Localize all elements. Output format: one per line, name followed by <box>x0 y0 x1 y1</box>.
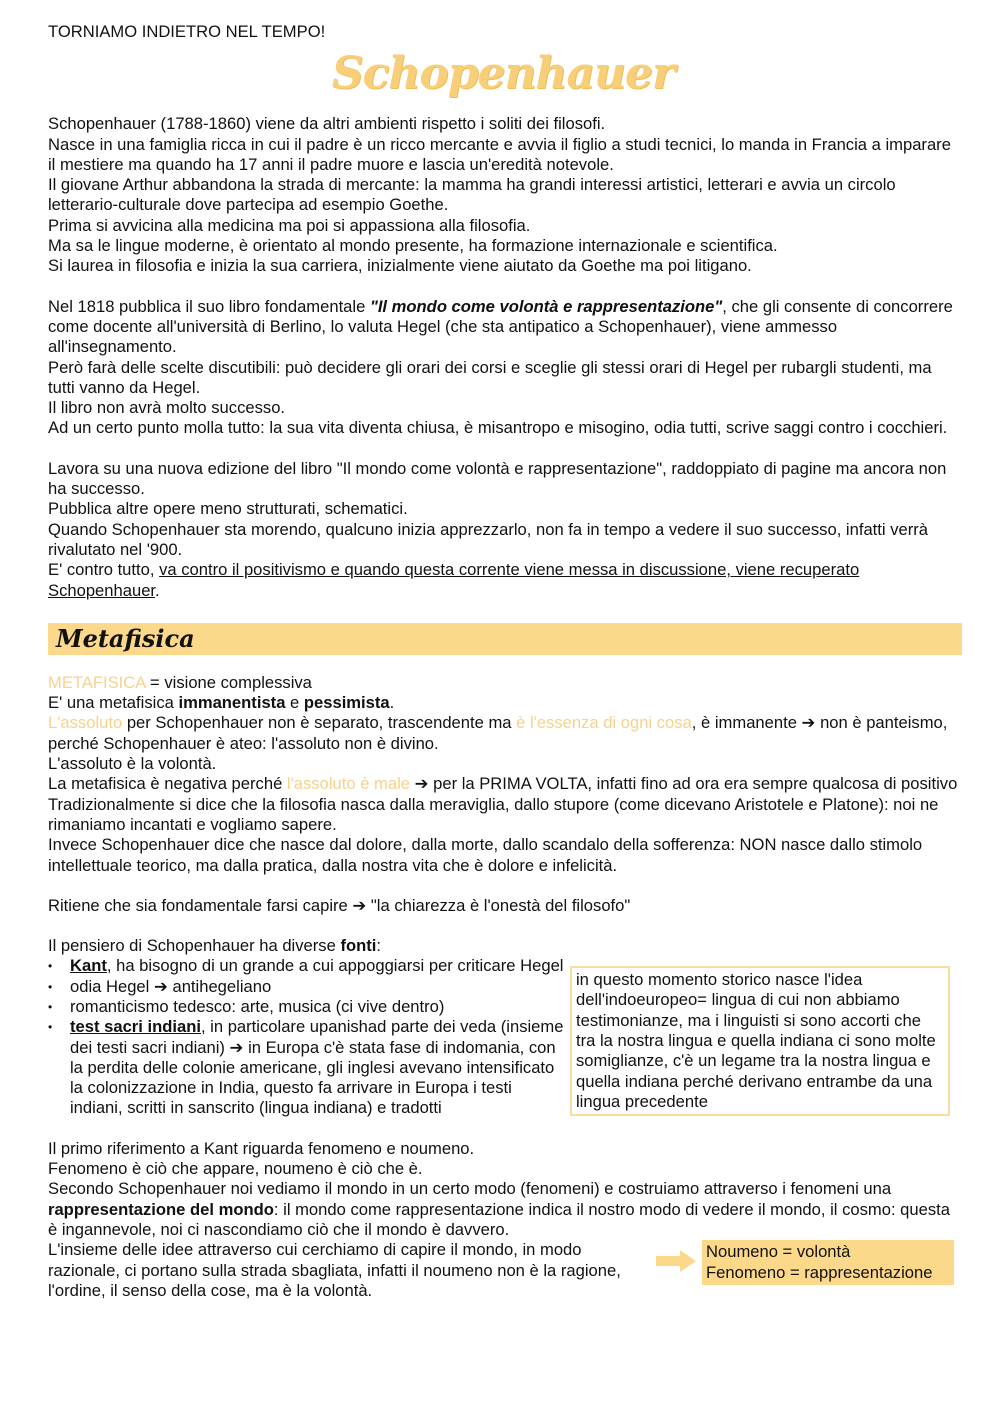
sources-text: : <box>376 936 381 956</box>
intro-line: Ma sa le lingue moderne, è orientato al mondo presente, ha formazione internazionale e scientifica. <box>48 236 778 256</box>
career-line: Ad un certo punto molla tutto: la sua vita diventa chiusa, è misantropo e misogino, odia tutti, scrive saggi contro i cocchieri. <box>48 418 948 438</box>
sources-intro <box>48 936 958 956</box>
source-key: Kant <box>70 956 107 976</box>
meta-line-2 <box>48 693 958 713</box>
meta-line-3 <box>48 713 958 754</box>
meta-text: per Schopenhauer non è separato, trascendente ma <box>122 713 517 733</box>
career-line: Però farà delle scelte discutibili: può decidere gli orari dei corsi e sceglie gli stessi orari di Hegel per rubargli studenti, ma tutti vanno da Hegel. <box>48 357 932 397</box>
title-wrap <box>48 48 958 110</box>
list-item: • odia Hegel ➔ antihegeliano <box>48 977 568 997</box>
kant-line-2: Fenomeno è ciò che appare, noumeno è ciò che è. <box>48 1159 423 1179</box>
later-line: Pubblica altre opere meno strutturati, schematici. <box>48 499 408 519</box>
page-title: Schopenhauer <box>331 48 675 100</box>
kant-section <box>48 1139 958 1301</box>
sources-text: Il pensiero di Schopenhauer ha diverse <box>48 936 341 956</box>
key-definition-box <box>702 1240 954 1285</box>
key-line-fenomeno: Fenomeno = rappresentazione <box>706 1262 933 1282</box>
clarity-line: Ritiene che sia fondamentale farsi capire ➔ "la chiarezza è l'onestà del filosofo" <box>48 895 631 915</box>
against-line <box>48 560 958 601</box>
paragraph-1818 <box>48 297 958 358</box>
kant-text: : il mondo come rappresentazione indica il nostro modo di vedere il mondo, il cosmo: questa è ingannevole, noi ci nascondiamo ciò che il mondo è davvero. <box>48 1199 950 1239</box>
meta-bold: immanentista <box>178 693 286 713</box>
source-text: , ha bisogno di un grande a cui appoggiarsi per criticare Hegel <box>106 956 564 976</box>
list-item: • romanticismo tedesco: arte, musica (ci vive dentro) <box>48 997 568 1017</box>
kant-text: Secondo Schopenhauer noi vediamo il mondo in un certo modo (fenomeni) e costruiamo attraverso i fenomeni una <box>48 1179 892 1199</box>
intro-section <box>48 114 958 276</box>
against-pre: E' contro tutto, <box>48 560 160 580</box>
source-text: , in particolare upanishad parte dei veda (insieme dei testi sacri indiani) ➔ in Europa c'è stata fase di indomania, con la perdita delle colonie americane, gli inglesi avevano intensificato la colonizzazione in India, questo fa arrivare in Europa i testi indiani, scritti in sanscrito (lingua indiana) e tradotti <box>70 1017 564 1118</box>
sources-list <box>48 956 568 1118</box>
list-item <box>48 956 568 976</box>
intro-line: Si laurea in filosofia e inizia la sua carriera, inizialmente viene aiutato da Goethe ma poi litigano. <box>48 256 752 276</box>
metafisica-section <box>48 673 958 876</box>
kant-line-4: L'insieme delle idee attraverso cui cerchiamo di capire il mondo, in modo razionale, ci portano sulla strada sbagliata, infatti il noumeno non è la ragione, l'ordine, il senso della cose, ma è la volontà. <box>48 1240 621 1300</box>
side-note-box: in questo momento storico nasce l'idea dell'indoeuropeo= lingua di cui non abbiamo testimonianze, ma i linguisti si sono accorti che tra la nostra lingua e quella indiana ci sono molte somiglianze, c'è un legame tra la nostra lingua e quella indiana perché derivano entrambe da una lingua precedente <box>570 966 950 1116</box>
later-line: Quando Schopenhauer sta morendo, qualcuno inizia apprezzarlo, non fa in tempo a vedere il suo successo, infatti verrà rivalutato nel '900. <box>48 519 928 559</box>
meta-highlight: è l'essenza di ogni cosa <box>516 713 692 733</box>
source-key: test sacri indiani <box>70 1017 201 1037</box>
kant-bold: rappresentazione del mondo <box>48 1199 274 1219</box>
list-item <box>48 1017 568 1118</box>
meta-highlight: l'assoluto è male <box>286 774 410 794</box>
meta-highlight: L'assoluto <box>48 713 123 733</box>
intro-line: Nasce in una famiglia ricca in cui il padre è un ricco mercante e avvia il figlio a studi tecnici, lo manda in Francia a imparare il mestiere ma quando ha 17 anni il padre muore e lascia un'eredità notevole. <box>48 134 951 174</box>
meta-line-5 <box>48 774 958 794</box>
meta-line-7: Invece Schopenhauer dice che nasce dal dolore, dalla morte, dallo scandalo della sofferenza: NON nasce dallo stimolo intellettuale teorico, ma dalla pratica, dalla nostra vita che è dolore e infelicità. <box>48 835 923 875</box>
meta-text: = visione complessiva <box>145 672 312 692</box>
meta-text: E' una metafisica <box>48 693 179 713</box>
meta-text: . <box>389 693 395 713</box>
arrow-right-icon <box>656 1250 696 1272</box>
section-title: Metafisica <box>56 623 195 653</box>
book-title: "Il mondo come volontà e rappresentazione" <box>369 296 723 316</box>
against-underlined: va contro il positivismo e quando questa corrente viene messa in discussione, viene recuperato Schopenhauer <box>48 560 860 600</box>
meta-line-1 <box>48 673 958 693</box>
intro-line: Il giovane Arthur abbandona la strada di mercante: la mamma ha grandi interessi artistici, letterari e avvia un circolo letterario-culturale dove partecipa ad esempio Goethe. <box>48 175 896 215</box>
meta-bold: pessimista <box>303 693 390 713</box>
sources-bold: fonti <box>340 936 377 956</box>
meta-line-4: L'assoluto è la volontà. <box>48 754 217 774</box>
meta-text: La metafisica è negativa perché <box>48 774 287 794</box>
meta-text: e <box>285 693 304 713</box>
intro-line: Prima si avvicina alla medicina ma poi si appassiona alla filosofia. <box>48 215 531 235</box>
p1818-pre: Nel 1818 pubblica il suo libro fondamentale <box>48 296 370 316</box>
career-line: Il libro non avrà molto successo. <box>48 398 286 418</box>
kant-line-3 <box>48 1179 958 1240</box>
against-post: . <box>155 580 160 600</box>
p1818-post: , che gli consente di concorrere come docente all'università di Berlino, lo valuta Hegel (che sta antipatico a Schopenhauer), viene ammesso all'insegnamento. <box>48 296 953 357</box>
sources-section <box>48 936 958 1119</box>
key-line-noumeno: Noumeno = volontà <box>706 1242 851 1262</box>
section-bar-metafisica <box>48 623 962 655</box>
page-header: TORNIAMO INDIETRO NEL TEMPO! <box>48 22 326 41</box>
meta-line-6: Tradizionalmente si dice che la filosofia nasca dalla meraviglia, dallo stupore (come dicevano Aristotele e Platone): noi ne rimaniamo incantati e vogliamo sapere. <box>48 794 939 834</box>
intro-line: Schopenhauer (1788-1860) viene da altri ambienti rispetto i soliti dei filosofi. <box>48 114 606 134</box>
meta-text: ➔ per la PRIMA VOLTA, infatti fino ad ora era sempre qualcosa di positivo <box>410 774 958 794</box>
later-line: Lavora su una nuova edizione del libro "Il mondo come volontà e rappresentazione", raddoppiato di pagine ma ancora non ha successo. <box>48 458 947 499</box>
final-row <box>48 1240 958 1301</box>
meta-text: , è immanente ➔ non è panteismo, perché Schopenhauer è ateo: l'assoluto non è divino. <box>48 713 948 753</box>
kant-line-1: Il primo riferimento a Kant riguarda fenomeno e noumeno. <box>48 1138 475 1158</box>
meta-highlight: METAFISICA <box>48 672 146 692</box>
document-page <box>48 22 958 1301</box>
